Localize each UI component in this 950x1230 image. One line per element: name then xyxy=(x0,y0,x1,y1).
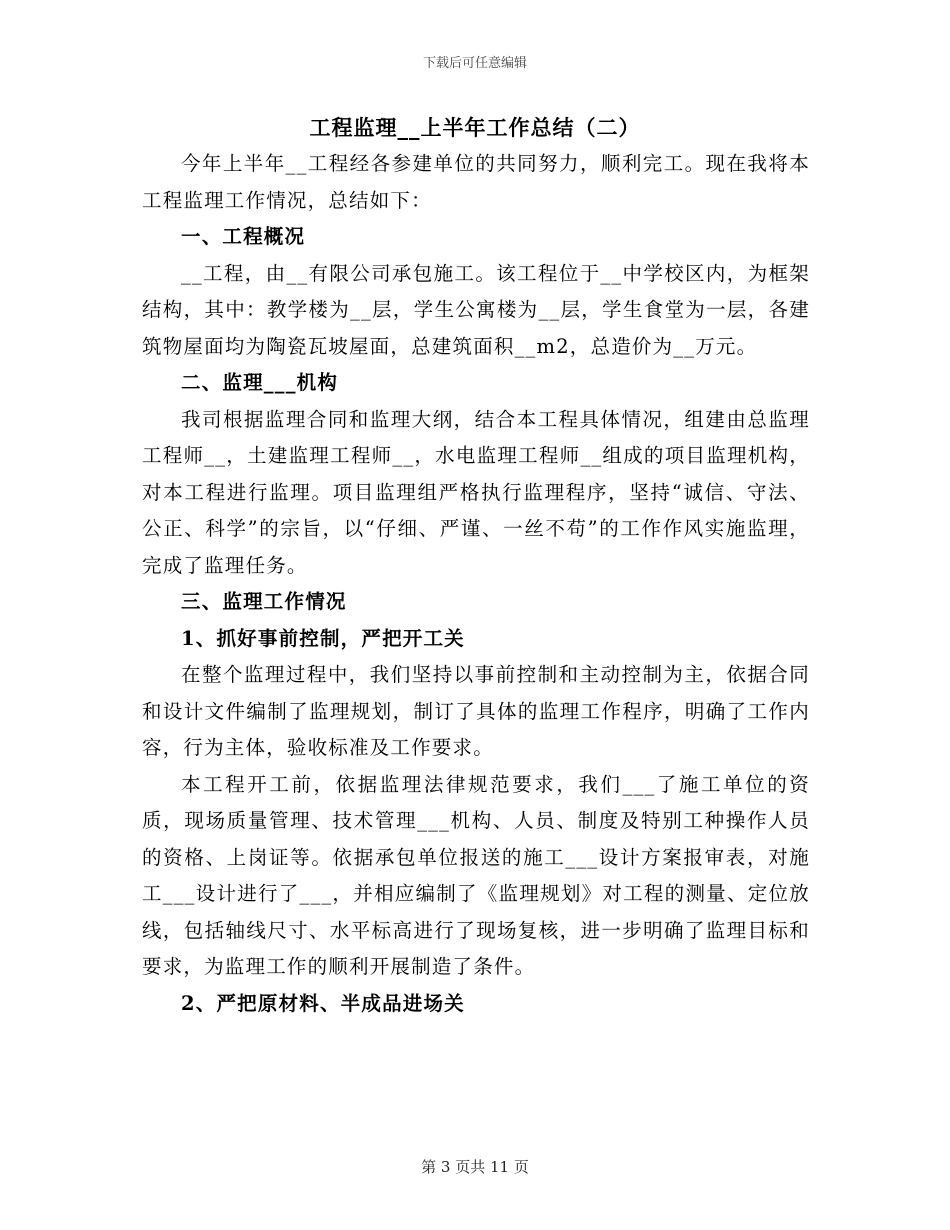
document-title: 工程监理__上半年工作总结（二） xyxy=(309,115,641,140)
section-heading: 二、监理___机构 xyxy=(181,371,339,394)
section-heading: 一、工程概况 xyxy=(181,225,306,248)
intro-paragraph: 今年上半年__工程经各参建单位的共同努力，顺利完工。现在我将本工程监理工作情况，总结如下： xyxy=(142,152,810,212)
document-body xyxy=(142,146,810,1022)
header-note: 下载后可任意编辑 xyxy=(422,56,527,71)
body-paragraph: __工程，由__有限公司承包施工。该工程位于__中学校区内，为框架结构，其中：教学楼为__层，学生公寓楼为__层，学生食堂为一层，各建筑物屋面均为陶瓷瓦坡屋面，总建筑面积__m2，总造价为__万元。 xyxy=(142,261,810,358)
body-paragraph: 本工程开工前，依据监理法律规范要求，我们___了施工单位的资质，现场质量管理、技术管理___机构、人员、制度及特别工种操作人员的资格、上岗证等。依据承包单位报送的施工___设计方案报审表，对施工___设计进行了___，并相应编制了《监理规划》对工程的测量、定位放线，包括轴线尺寸、水平标高进行了现场复核，进一步明确了监理目标和要求，为监理工作的顺利开展制造了条件。 xyxy=(142,772,810,978)
subsection-heading: 2、严把原材料、半成品进场关 xyxy=(181,991,465,1015)
subsection-heading: 1、抓好事前控制，严把开工关 xyxy=(181,626,465,650)
page-footer: 第 3 页共 11 页 xyxy=(421,1158,529,1176)
section-heading: 三、监理工作情况 xyxy=(181,590,347,613)
body-paragraph: 我司根据监理合同和监理大纲，结合本工程具体情况，组建由总监理工程师__，土建监理工程师__，水电监理工程师__组成的项目监理机构，对本工程进行监理。项目监理组严格执行监理程序，坚持“诚信、守法、公正、科学”的宗旨，以“仔细、严谨、一丝不苟”的工作作风实施监理，完成了监理任务。 xyxy=(142,407,810,577)
body-paragraph: 在整个监理过程中，我们坚持以事前控制和主动控制为主，依据合同和设计文件编制了监理规划，制订了具体的监理工作程序，明确了工作内容，行为主体，验收标准及工作要求。 xyxy=(142,663,810,759)
